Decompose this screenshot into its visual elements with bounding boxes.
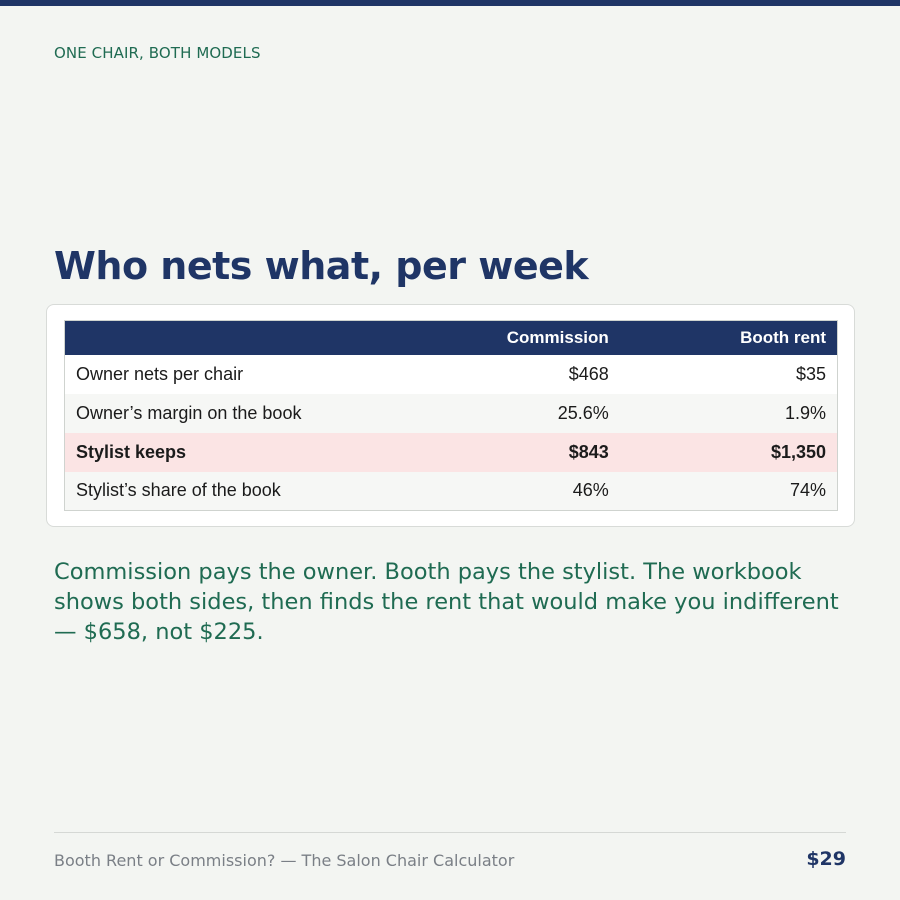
commission-value: $843 — [485, 433, 620, 472]
table-row — [65, 472, 838, 511]
column-header-commission: Commission — [485, 321, 620, 355]
booth-rent-value: $35 — [620, 355, 838, 394]
table-row — [65, 394, 838, 433]
commission-value: $468 — [485, 355, 620, 394]
booth-rent-value: $1,350 — [620, 433, 838, 472]
table-row-highlighted — [65, 433, 838, 472]
row-label: Stylist’s share of the book — [65, 472, 485, 511]
row-label: Owner’s margin on the book — [65, 394, 485, 433]
product-name: Booth Rent or Commission? — The Salon Chair Calculator — [54, 851, 515, 870]
commission-value: 46% — [485, 472, 620, 511]
comparison-table — [64, 320, 838, 511]
comparison-card — [46, 304, 855, 527]
column-header-label — [65, 321, 485, 355]
row-label: Owner nets per chair — [65, 355, 485, 394]
table-header-row — [65, 321, 838, 355]
footer-divider — [54, 832, 846, 833]
summary-paragraph: Commission pays the owner. Booth pays the stylist. The workbook shows both sides, then finds the rent that would make you indifferent — $658, not $225. — [54, 559, 839, 645]
booth-rent-value: 74% — [620, 472, 838, 511]
page-title: Who nets what, per week — [54, 244, 589, 288]
row-label: Stylist keeps — [65, 433, 485, 472]
top-accent-bar — [0, 0, 900, 6]
table-row — [65, 355, 838, 394]
price-label: $29 — [806, 848, 846, 870]
commission-value: 25.6% — [485, 394, 620, 433]
column-header-booth-rent: Booth rent — [620, 321, 838, 355]
booth-rent-value: 1.9% — [620, 394, 838, 433]
eyebrow-label: ONE CHAIR, BOTH MODELS — [54, 44, 261, 62]
